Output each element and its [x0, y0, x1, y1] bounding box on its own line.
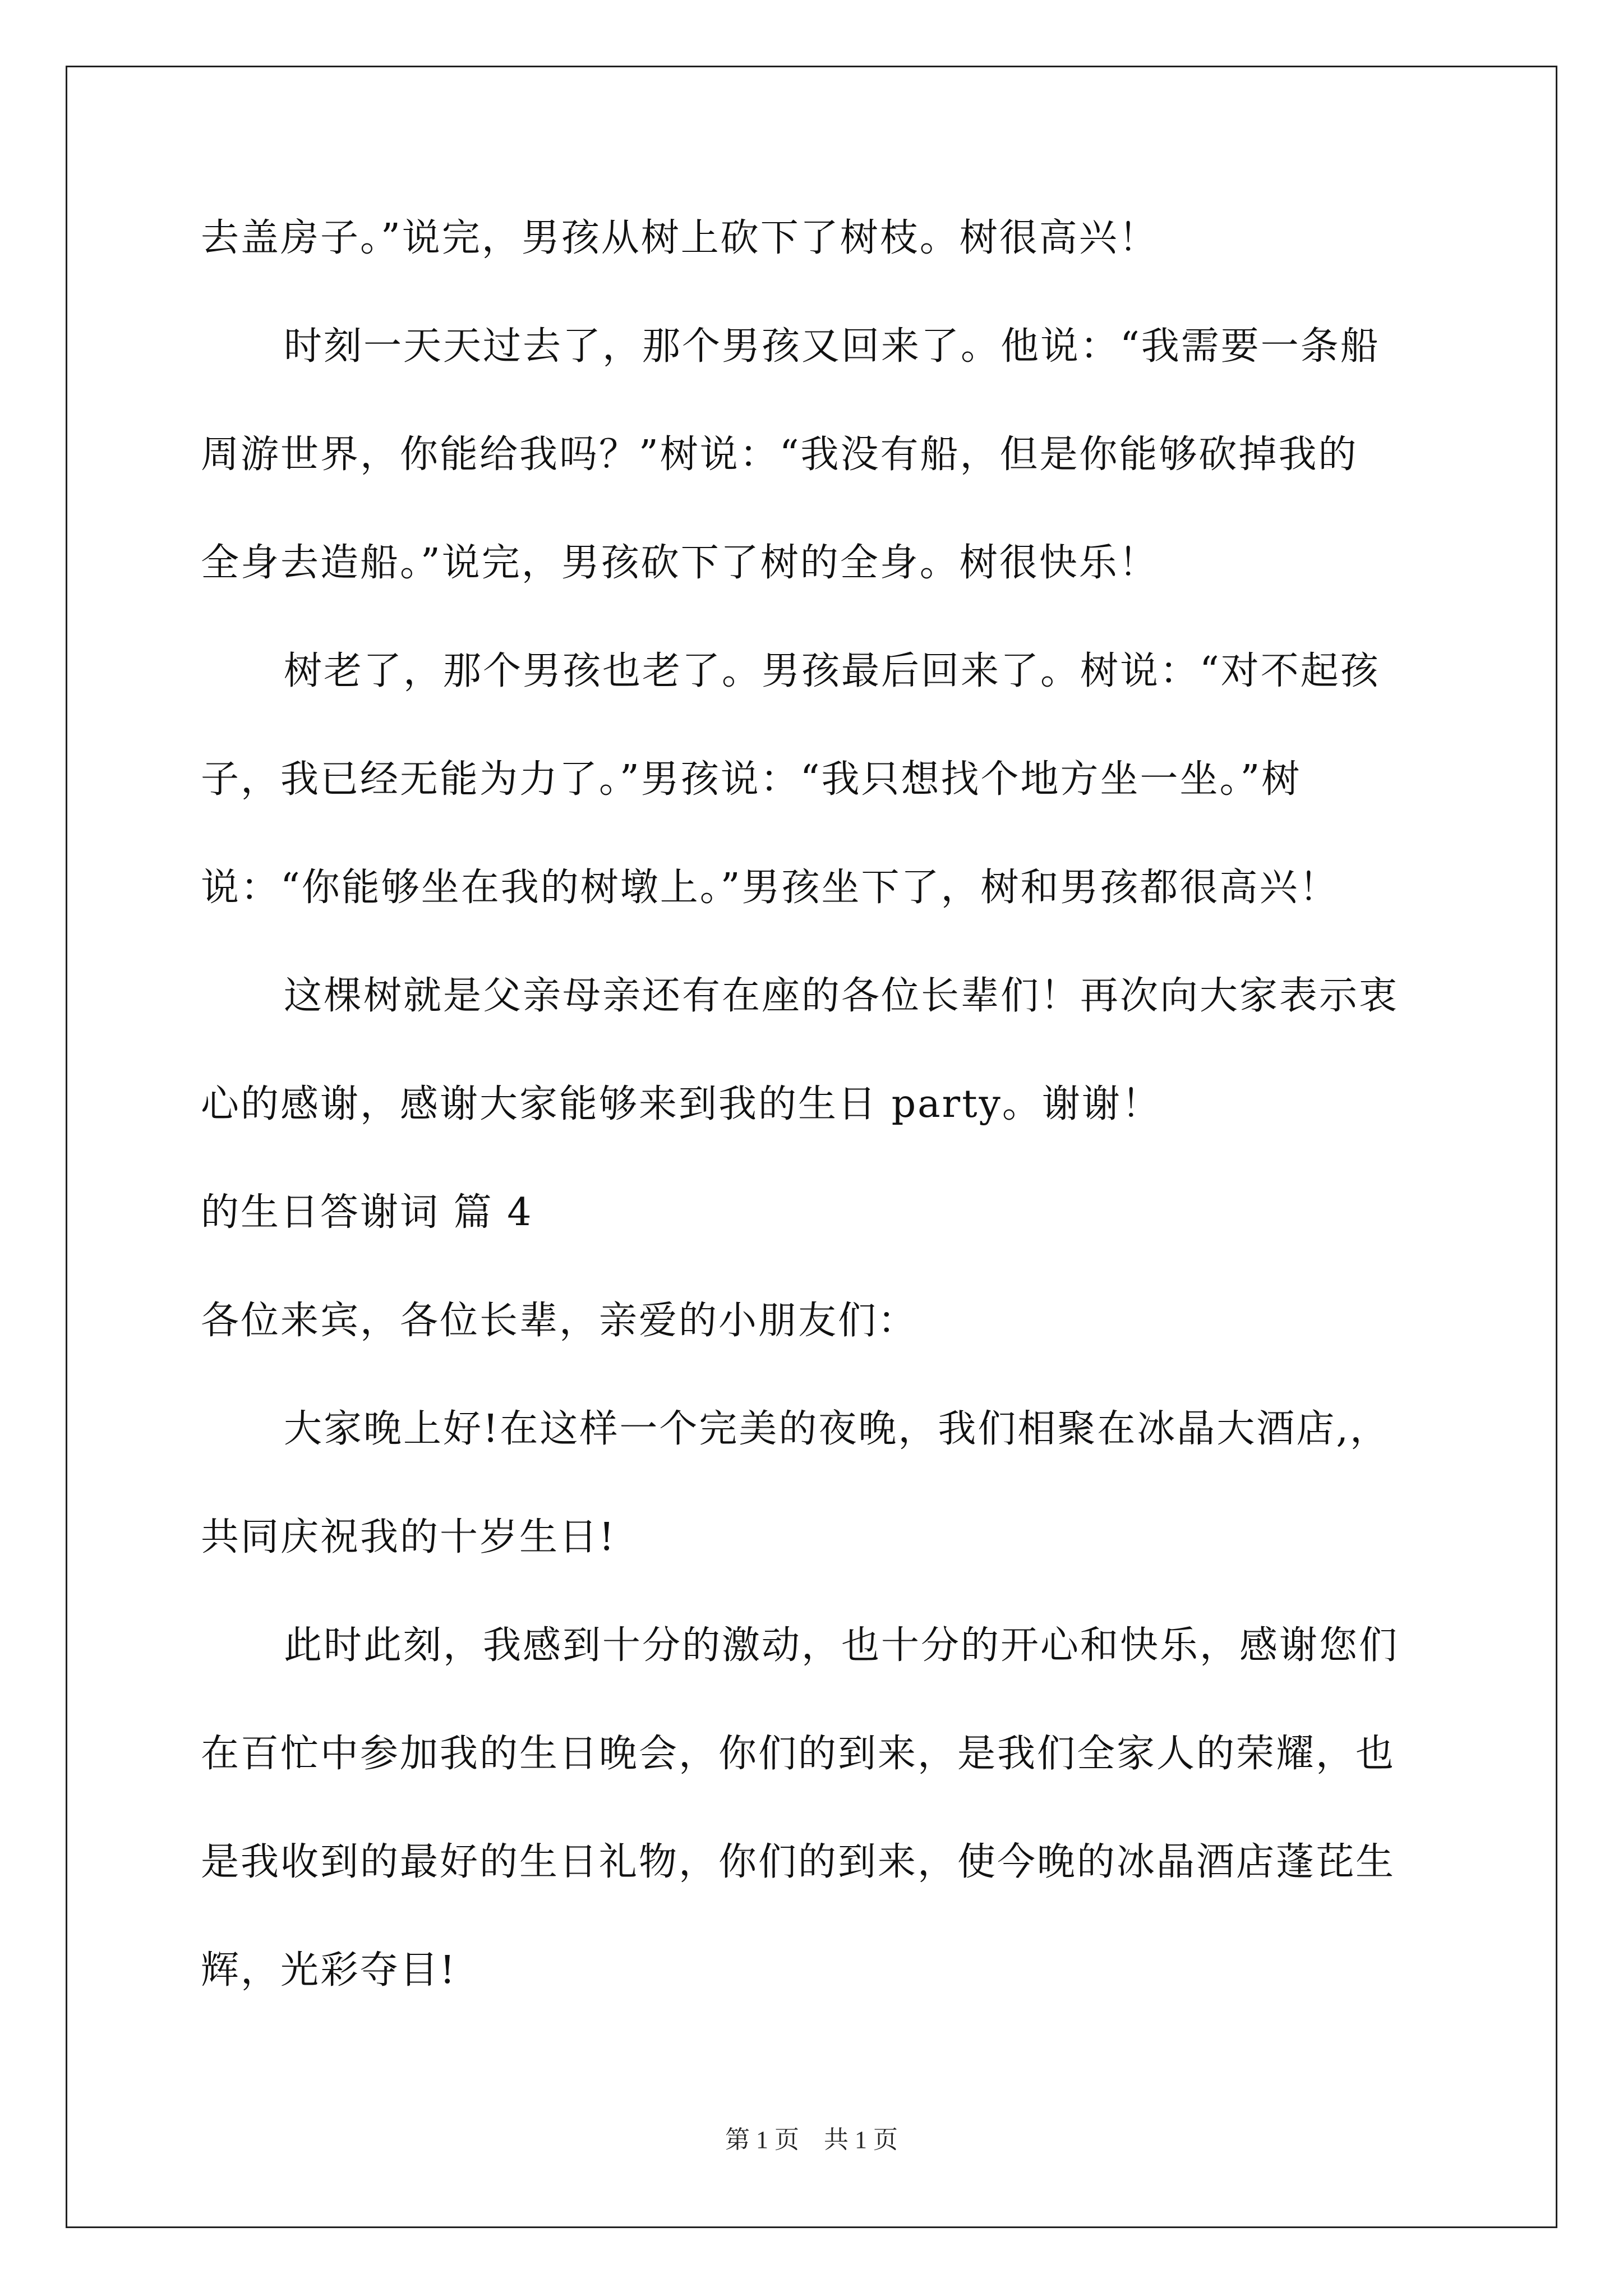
text-line: 周游世界，你能给我吗？”树说：“我没有船，但是你能够砍掉我的 — [201, 432, 1358, 477]
paragraph-line: 这棵树就是父亲母亲还有在座的各位长辈们！再次向大家表示衷 — [284, 974, 1399, 1018]
paragraph-line: 此时此刻，我感到十分的激动，也十分的开心和快乐，感谢您们 — [284, 1623, 1399, 1668]
page-footer: 第 1 页 共 1 页 — [725, 2126, 898, 2154]
text-line: 是我收到的最好的生日礼物，你们的到来，使今晚的冰晶酒店蓬芘生 — [201, 1840, 1396, 1884]
text-line: 子，我已经无能为力了。”男孩说：“我只想找个地方坐一坐。”树 — [201, 757, 1302, 802]
text-line: 共同庆祝我的十岁生日! — [201, 1515, 616, 1559]
salutation-line: 各位来宾，各位长辈，亲爱的小朋友们： — [201, 1299, 918, 1343]
text-line: 心的感谢，感谢大家能够来到我的生日 party。谢谢！ — [201, 1082, 1161, 1126]
text-line: 说：“你能够坐在我的树墩上。”男孩坐下了，树和男孩都很高兴！ — [201, 866, 1339, 910]
text-line: 去盖房子。”说完，男孩从树上砍下了树枝。树很高兴！ — [201, 216, 1159, 260]
page-border — [66, 66, 1557, 2228]
paragraph-line: 树老了，那个男孩也老了。男孩最后回来了。树说：“对不起孩 — [284, 649, 1380, 693]
paragraph-line: 大家晚上好!在这样一个完美的夜晚，我们相聚在冰晶大酒店,， — [284, 1407, 1390, 1451]
text-line: 在百忙中参加我的生日晚会，你们的到来，是我们全家人的荣耀，也 — [201, 1732, 1396, 1776]
text-line: 辉，光彩夺目! — [201, 1948, 457, 1993]
section-heading: 的生日答谢词 篇 4 — [201, 1190, 533, 1235]
text-line: 全身去造船。”说完，男孩砍下了树的全身。树很快乐！ — [201, 541, 1159, 585]
paragraph-line: 时刻一天天过去了，那个男孩又回来了。他说：“我需要一条船 — [284, 324, 1380, 369]
